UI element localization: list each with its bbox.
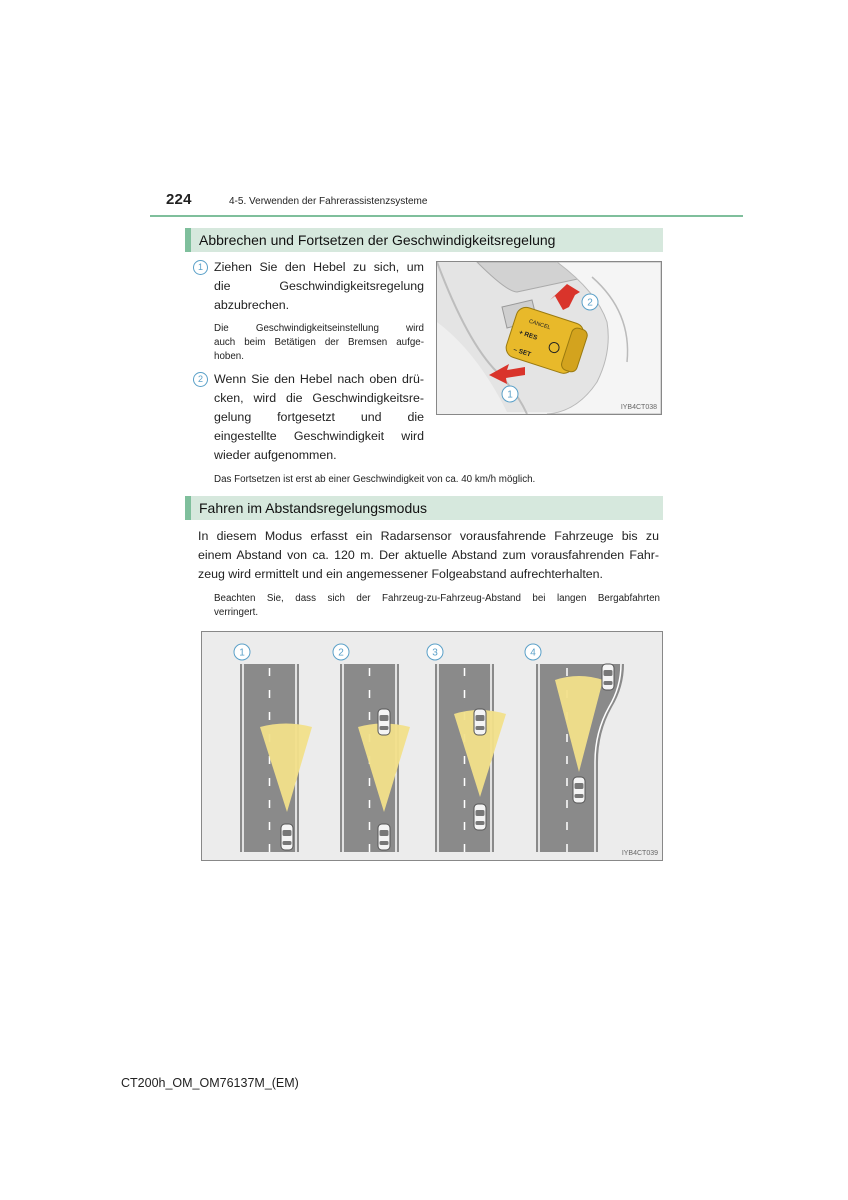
text-line: verringert. xyxy=(214,607,259,618)
document-code-footer: CT200h_OM_OM76137M_(EM) xyxy=(121,1076,299,1090)
lever-illustration xyxy=(437,262,661,414)
scene-2 xyxy=(333,644,410,852)
scene-1-number: 1 xyxy=(239,647,245,659)
step-2-number: 2 xyxy=(193,372,208,387)
section-heading-cancel-resume xyxy=(185,228,663,252)
text-line: Wenn Sie den Hebel nach oben drü- xyxy=(214,372,424,386)
section-heading-distance-mode xyxy=(185,496,663,520)
scene-3-number: 3 xyxy=(432,647,438,659)
text-line: In diesem Modus erfasst ein Radarsensor vorausfahrende Fahrzeuge bis zu xyxy=(198,529,659,543)
chapter-title: 4-5. Verwenden der Fahrerassistenzsysteme xyxy=(229,196,428,207)
resume-note: Das Fortsetzen ist erst ab einer Geschwindigkeit von ca. 40 km/h möglich. xyxy=(214,474,536,485)
scene-3 xyxy=(427,644,506,852)
radar-scenarios-figure xyxy=(201,631,663,861)
step-2-text xyxy=(214,370,424,465)
text-line: Die Geschwindigkeitseinstellung wird xyxy=(214,323,424,334)
callout-2: 2 xyxy=(587,297,593,309)
text-line: abzubrechen. xyxy=(214,298,290,312)
section-heading-text: Abbrechen und Fortsetzen der Geschwindigkeitsregelung xyxy=(199,232,556,248)
text-line: gelung fortgesetzt und die xyxy=(214,410,424,424)
callout-1: 1 xyxy=(507,389,513,401)
lever-set-label: – SET xyxy=(512,346,532,359)
text-line: die Geschwindigkeitsregelung xyxy=(214,279,424,293)
step-1-text xyxy=(214,258,424,315)
header-rule xyxy=(150,215,743,217)
scene-2-number: 2 xyxy=(338,647,344,659)
radar-scenarios-illustration xyxy=(202,632,662,860)
text-line: Beachten Sie, dass sich der Fahrzeug-zu-Fahrzeug-Abstand bei langen Bergabfahrten xyxy=(214,593,660,604)
page-number: 224 xyxy=(166,191,192,208)
text-line: auch beim Betätigen der Bremsen aufge- xyxy=(214,337,424,348)
step-1-note xyxy=(214,322,424,364)
lever-res-label: + RES xyxy=(517,329,539,342)
text-line: einem Abstand von ca. 120 m. Der aktuelle Abstand zum vorausfahrenden Fahr- xyxy=(198,548,659,562)
text-line: zeug wird ermittelt und ein angemessener Folgeabstand aufrechterhalten. xyxy=(198,567,604,581)
figure-code: IYB4CT039 xyxy=(621,850,658,857)
distance-note xyxy=(214,592,660,620)
text-line: wieder aufgenommen. xyxy=(214,448,337,462)
lever-cancel-label: CANCEL xyxy=(528,318,552,332)
scene-4 xyxy=(525,644,624,852)
lever-figure xyxy=(436,261,662,415)
text-line: Ziehen Sie den Hebel zu sich, um xyxy=(214,260,424,274)
step-1-number: 1 xyxy=(193,260,208,275)
distance-mode-paragraph xyxy=(198,527,659,584)
text-line: cken, wird die Geschwindigkeitsre- xyxy=(214,391,424,405)
scene-4-number: 4 xyxy=(530,647,536,659)
text-line: eingestellte Geschwindigkeit wird xyxy=(214,429,424,443)
scene-1 xyxy=(234,644,312,852)
figure-code: IYB4CT038 xyxy=(620,404,657,411)
section-heading-text: Fahren im Abstandsregelungsmodus xyxy=(199,500,428,516)
text-line: hoben. xyxy=(214,351,244,362)
